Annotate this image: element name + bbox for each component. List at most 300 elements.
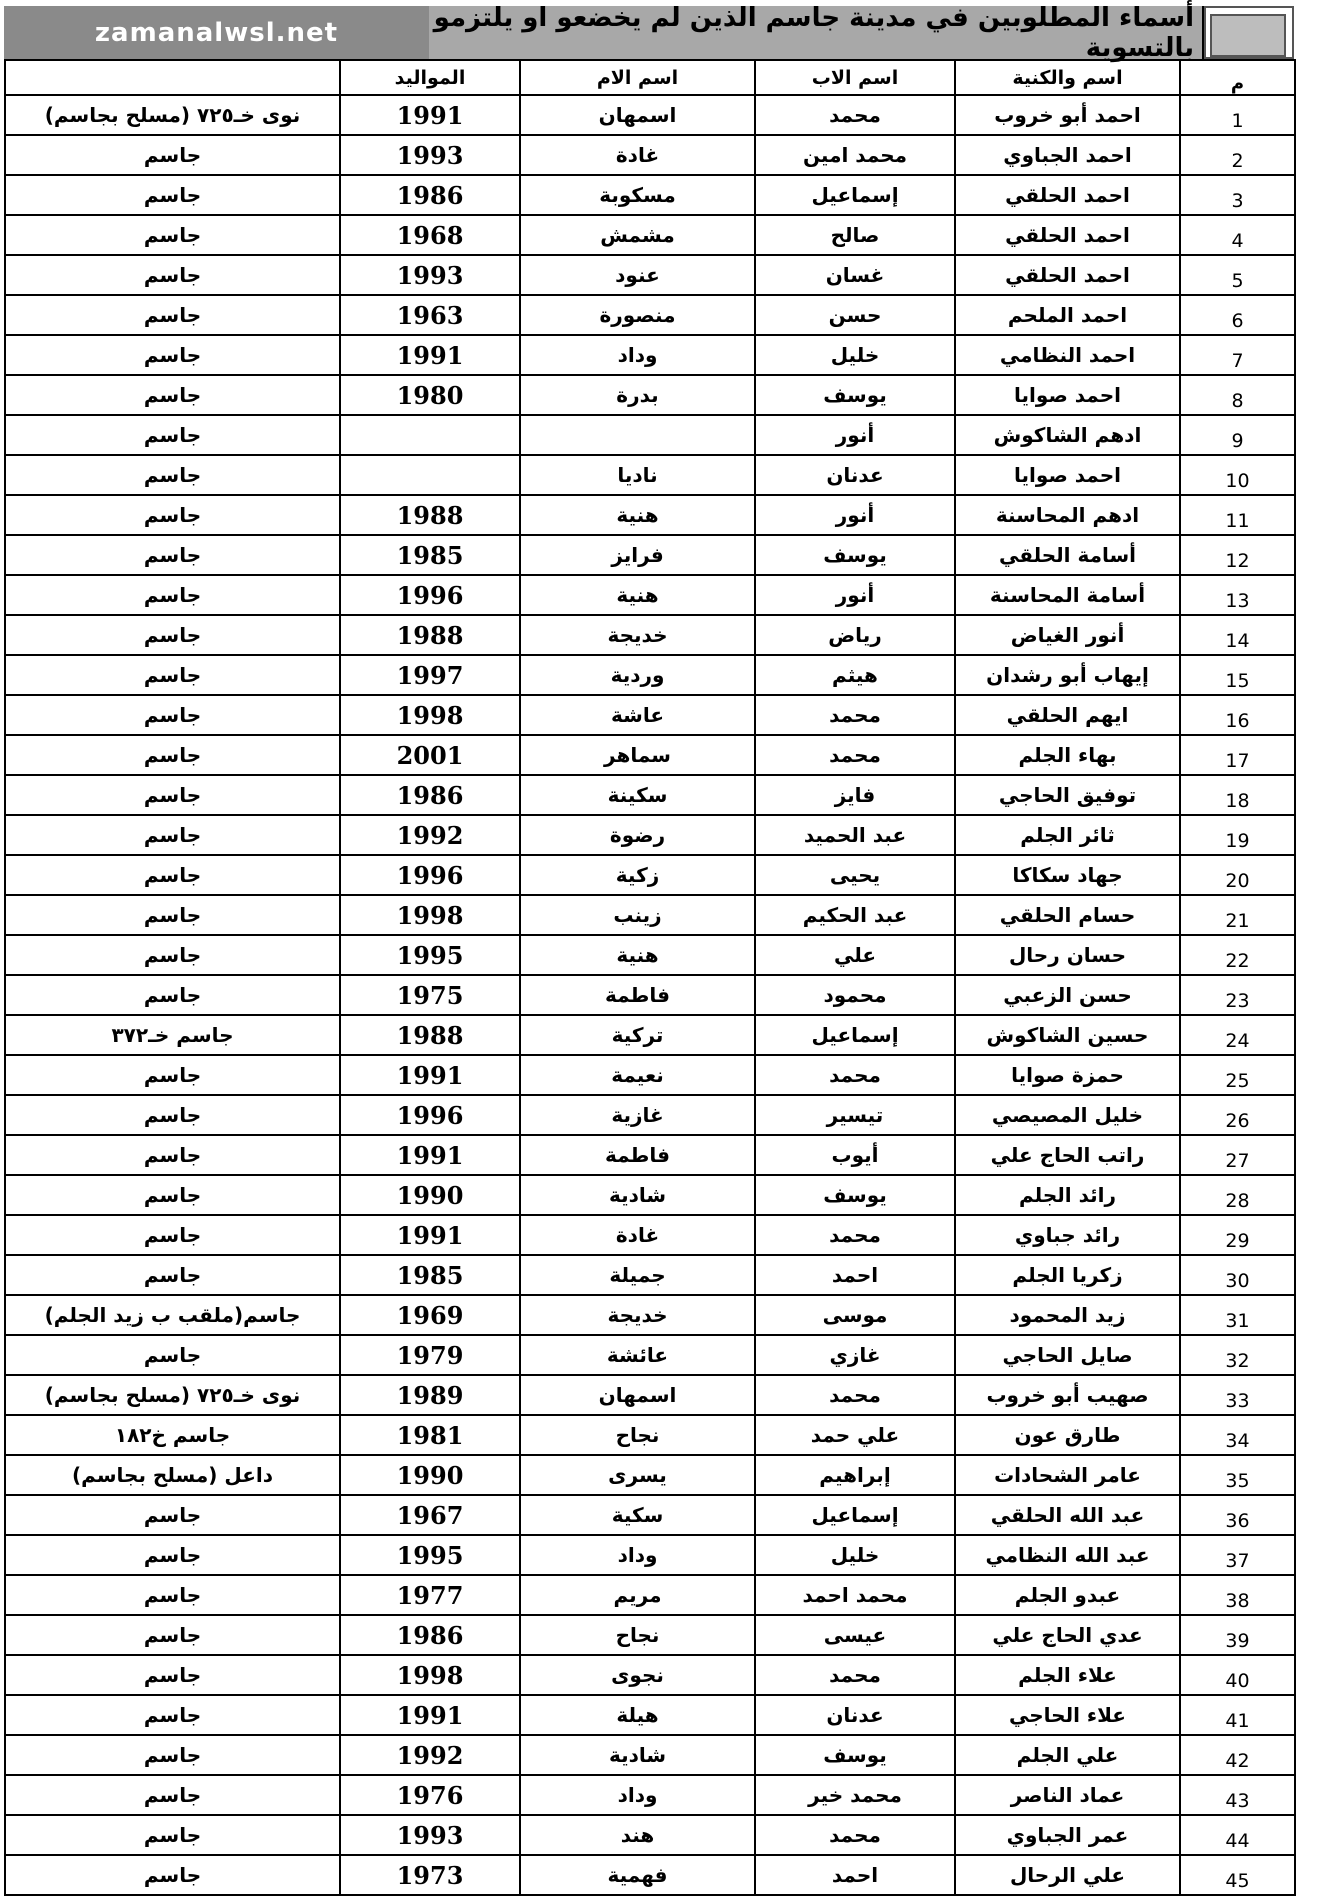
row-number: 33 [1180,1375,1295,1415]
row-mother-name: غادة [520,1215,755,1255]
row-full-name: علي الرحال [955,1855,1180,1895]
row-father-name: احمد [755,1255,955,1295]
row-birth-year: 1992 [340,815,520,855]
row-number: 24 [1180,1015,1295,1055]
row-father-name: محمد احمد [755,1575,955,1615]
row-mother-name: منصورة [520,295,755,335]
row-birth-year: 1997 [340,655,520,695]
row-full-name: عماد الناصر [955,1775,1180,1815]
row-full-name: صهيب أبو خروب [955,1375,1180,1415]
row-number: 15 [1180,655,1295,695]
row-mother-name: نعيمة [520,1055,755,1095]
table-row [5,1095,1295,1135]
table-row [5,1815,1295,1855]
row-father-name: خليل [755,1535,955,1575]
row-mother-name: فهمية [520,1855,755,1895]
row-mother-name [520,415,755,455]
header-num: م [1180,60,1295,95]
row-number: 32 [1180,1335,1295,1375]
row-birth-year: 1988 [340,495,520,535]
row-note: جاسم خـ٣٧٢ [5,1015,340,1055]
row-mother-name: هيلة [520,1695,755,1735]
row-full-name: إيهاب أبو رشدان [955,655,1180,695]
row-note: نوى خـ٧٢٥ (مسلح بجاسم) [5,1375,340,1415]
row-birth-year: 1967 [340,1495,520,1535]
row-father-name: محمد [755,735,955,775]
row-mother-name: نجاح [520,1615,755,1655]
row-full-name: ايهم الحلقي [955,695,1180,735]
row-father-name: محمد خير [755,1775,955,1815]
row-number: 43 [1180,1775,1295,1815]
row-father-name: احمد [755,1855,955,1895]
table-row [5,1135,1295,1175]
row-mother-name: مسكوبة [520,175,755,215]
row-birth-year: 1981 [340,1415,520,1455]
row-birth-year [340,455,520,495]
row-note: جاسم [5,815,340,855]
header-mother: اسم الام [520,60,755,95]
row-father-name: محمد [755,1655,955,1695]
row-mother-name: جميلة [520,1255,755,1295]
row-note: جاسم [5,1055,340,1095]
row-birth-year: 1989 [340,1375,520,1415]
row-full-name: أسامة الحلقي [955,535,1180,575]
table-body [5,95,1295,1895]
row-note: جاسم [5,535,340,575]
table-row [5,415,1295,455]
row-father-name: محمد امين [755,135,955,175]
row-mother-name: هنية [520,495,755,535]
row-note: جاسم [5,775,340,815]
row-note: جاسم [5,1255,340,1295]
row-birth-year: 1979 [340,1335,520,1375]
row-number: 23 [1180,975,1295,1015]
row-note: جاسم [5,1535,340,1575]
table-row [5,1415,1295,1455]
row-mother-name: سكينة [520,775,755,815]
row-note: جاسم [5,1135,340,1175]
row-note: جاسم [5,735,340,775]
row-father-name: محمد [755,95,955,135]
row-mother-name: عائشة [520,1335,755,1375]
row-mother-name: فرايز [520,535,755,575]
row-number: 26 [1180,1095,1295,1135]
row-mother-name: وداد [520,335,755,375]
row-number: 3 [1180,175,1295,215]
row-number: 27 [1180,1135,1295,1175]
row-birth-year: 1990 [340,1175,520,1215]
row-note: جاسم [5,1815,340,1855]
row-number: 21 [1180,895,1295,935]
row-note: جاسم [5,855,340,895]
row-number: 17 [1180,735,1295,775]
table-row [5,495,1295,535]
row-note: جاسم [5,375,340,415]
table-row [5,1575,1295,1615]
row-mother-name: اسمهان [520,95,755,135]
title-corner-box [1204,6,1294,59]
row-birth-year: 1990 [340,1455,520,1495]
row-birth-year: 1968 [340,215,520,255]
row-birth-year: 1993 [340,1815,520,1855]
row-birth-year: 1986 [340,175,520,215]
row-note: جاسم [5,975,340,1015]
table-row [5,735,1295,775]
row-birth-year: 1988 [340,615,520,655]
row-full-name: حسين الشاكوش [955,1015,1180,1055]
row-father-name: عيسى [755,1615,955,1655]
row-mother-name: غادة [520,135,755,175]
table-row [5,175,1295,215]
table-row [5,935,1295,975]
row-number: 42 [1180,1735,1295,1775]
row-father-name: إسماعيل [755,175,955,215]
table-row [5,1455,1295,1495]
row-mother-name: هنية [520,935,755,975]
row-mother-name: رضوة [520,815,755,855]
row-note: جاسم [5,215,340,255]
row-father-name: غسان [755,255,955,295]
table-row [5,1655,1295,1695]
row-number: 22 [1180,935,1295,975]
row-number: 5 [1180,255,1295,295]
row-full-name: زكريا الجلم [955,1255,1180,1295]
table-row [5,1775,1295,1815]
row-number: 28 [1180,1175,1295,1215]
row-full-name: حسن الزعبي [955,975,1180,1015]
row-birth-year: 1991 [340,1055,520,1095]
table-row [5,1295,1295,1335]
page-title: أسماء المطلوبين في مدينة جاسم الذين لم يخضعو او يلتزمو بالتسوية [429,6,1204,59]
row-note: جاسم [5,135,340,175]
row-full-name: بهاء الجلم [955,735,1180,775]
row-mother-name: عنود [520,255,755,295]
row-mother-name: وداد [520,1535,755,1575]
row-note: جاسم [5,1775,340,1815]
table-row [5,1375,1295,1415]
header-father: اسم الاب [755,60,955,95]
row-full-name: طارق عون [955,1415,1180,1455]
row-number: 31 [1180,1295,1295,1335]
row-number: 40 [1180,1655,1295,1695]
row-note: جاسم [5,935,340,975]
row-father-name: فايز [755,775,955,815]
row-father-name: تيسير [755,1095,955,1135]
row-full-name: جهاد سكاكا [955,855,1180,895]
row-birth-year: 1992 [340,1735,520,1775]
row-full-name: احمد الجباوي [955,135,1180,175]
row-number: 36 [1180,1495,1295,1535]
row-number: 20 [1180,855,1295,895]
row-birth-year: 1995 [340,935,520,975]
row-note: جاسم [5,1695,340,1735]
row-birth-year: 1986 [340,775,520,815]
row-full-name: احمد الحلقي [955,175,1180,215]
row-mother-name: يسرى [520,1455,755,1495]
row-full-name: عبد الله النظامي [955,1535,1180,1575]
title-bar [4,2,1294,63]
row-full-name: أنور الغياض [955,615,1180,655]
row-father-name: عبد الحميد [755,815,955,855]
table-row [5,1055,1295,1095]
row-full-name: أسامة المحاسنة [955,575,1180,615]
row-full-name: احمد النظامي [955,335,1180,375]
row-father-name: محمد [755,1215,955,1255]
table-row [5,1855,1295,1895]
row-birth-year: 1991 [340,95,520,135]
row-birth-year: 1969 [340,1295,520,1335]
row-note: جاسم [5,455,340,495]
row-mother-name: اسمهان [520,1375,755,1415]
row-mother-name: سماهر [520,735,755,775]
table-row [5,295,1295,335]
row-note: جاسم [5,1855,340,1895]
wanted-list-table [4,59,1296,1896]
row-birth-year: 1998 [340,695,520,735]
table-row [5,695,1295,735]
row-father-name: محمد [755,1815,955,1855]
row-number: 19 [1180,815,1295,855]
row-birth-year: 1985 [340,1255,520,1295]
row-mother-name: هند [520,1815,755,1855]
row-father-name: صالح [755,215,955,255]
table-row [5,655,1295,695]
row-father-name: إبراهيم [755,1455,955,1495]
row-full-name: زيد المحمود [955,1295,1180,1335]
row-father-name: أيوب [755,1135,955,1175]
row-birth-year: 1963 [340,295,520,335]
row-father-name: محمد [755,1055,955,1095]
header-birth: المواليد [340,60,520,95]
row-father-name: إسماعيل [755,1495,955,1535]
table-row [5,335,1295,375]
row-full-name: احمد صوايا [955,375,1180,415]
row-number: 38 [1180,1575,1295,1615]
row-father-name: موسى [755,1295,955,1335]
row-father-name: يوسف [755,1735,955,1775]
row-number: 2 [1180,135,1295,175]
row-note: جاسم [5,695,340,735]
table-row [5,255,1295,295]
row-number: 9 [1180,415,1295,455]
row-number: 30 [1180,1255,1295,1295]
row-mother-name: غازية [520,1095,755,1135]
row-note: جاسم [5,615,340,655]
row-full-name: احمد الحلقي [955,215,1180,255]
row-note: جاسم [5,1335,340,1375]
table-row [5,975,1295,1015]
row-full-name: حمزة صوايا [955,1055,1180,1095]
row-birth-year: 1998 [340,1655,520,1695]
row-birth-year: 1991 [340,335,520,375]
row-birth-year [340,415,520,455]
row-full-name: عمر الجباوي [955,1815,1180,1855]
row-number: 4 [1180,215,1295,255]
row-full-name: راتب الحاج علي [955,1135,1180,1175]
row-number: 8 [1180,375,1295,415]
row-note: جاسم [5,575,340,615]
row-number: 7 [1180,335,1295,375]
row-number: 13 [1180,575,1295,615]
header-name: اسم والكنية [955,60,1180,95]
row-number: 12 [1180,535,1295,575]
row-father-name: هيثم [755,655,955,695]
row-note: جاسم [5,1615,340,1655]
row-mother-name: خديجة [520,1295,755,1335]
row-father-name: خليل [755,335,955,375]
row-note: جاسم [5,495,340,535]
row-note: جاسم [5,1495,340,1535]
table-row [5,1695,1295,1735]
row-birth-year: 1991 [340,1215,520,1255]
row-birth-year: 1996 [340,575,520,615]
row-full-name: عدي الحاج علي [955,1615,1180,1655]
row-note: جاسم(ملقب ب زيد الجلم) [5,1295,340,1335]
row-full-name: توفيق الحاجي [955,775,1180,815]
header-note [5,60,340,95]
table-row [5,1335,1295,1375]
row-birth-year: 1998 [340,895,520,935]
row-father-name: رياض [755,615,955,655]
table-row [5,1735,1295,1775]
table-row [5,855,1295,895]
row-number: 1 [1180,95,1295,135]
row-mother-name: خديجة [520,615,755,655]
row-birth-year: 1986 [340,1615,520,1655]
table-row [5,375,1295,415]
row-mother-name: بدرة [520,375,755,415]
table-row [5,1495,1295,1535]
row-mother-name: عاشة [520,695,755,735]
row-note: جاسم [5,1175,340,1215]
row-full-name: علاء الحاجي [955,1695,1180,1735]
row-number: 41 [1180,1695,1295,1735]
table-row [5,1175,1295,1215]
row-mother-name: تركية [520,1015,755,1055]
row-note: جاسم [5,1655,340,1695]
row-father-name: أنور [755,495,955,535]
row-number: 35 [1180,1455,1295,1495]
row-father-name: يوسف [755,1175,955,1215]
table-row [5,815,1295,855]
row-full-name: رائد جباوي [955,1215,1180,1255]
row-number: 39 [1180,1615,1295,1655]
row-full-name: رائد الجلم [955,1175,1180,1215]
table-row [5,135,1295,175]
row-number: 29 [1180,1215,1295,1255]
table-row [5,95,1295,135]
row-note: جاسم [5,655,340,695]
row-father-name: إسماعيل [755,1015,955,1055]
row-mother-name: وردية [520,655,755,695]
row-father-name: حسن [755,295,955,335]
row-note: جاسم [5,1095,340,1135]
row-full-name: علاء الجلم [955,1655,1180,1695]
row-full-name: احمد الحلقي [955,255,1180,295]
site-watermark: zamanalwsl.net [4,6,429,59]
row-note: جاسم [5,1735,340,1775]
row-full-name: عبد الله الحلقي [955,1495,1180,1535]
row-note: جاسم [5,895,340,935]
row-father-name: غازي [755,1335,955,1375]
row-birth-year: 1995 [340,1535,520,1575]
row-full-name: خليل المصيصي [955,1095,1180,1135]
row-full-name: ادهم المحاسنة [955,495,1180,535]
row-number: 18 [1180,775,1295,815]
row-birth-year: 1991 [340,1695,520,1735]
table-row [5,1615,1295,1655]
document-page [4,2,1294,1896]
row-full-name: صايل الحاجي [955,1335,1180,1375]
row-full-name: حسام الحلقي [955,895,1180,935]
row-father-name: عبد الحكيم [755,895,955,935]
row-mother-name: شادية [520,1735,755,1775]
row-mother-name: فاطمة [520,1135,755,1175]
row-note: جاسم [5,175,340,215]
row-father-name: يوسف [755,535,955,575]
row-father-name: أنور [755,415,955,455]
row-mother-name: شادية [520,1175,755,1215]
row-father-name: أنور [755,575,955,615]
row-mother-name: مريم [520,1575,755,1615]
row-number: 34 [1180,1415,1295,1455]
row-birth-year: 1996 [340,855,520,895]
row-note: داعل (مسلح بجاسم) [5,1455,340,1495]
row-father-name: عدنان [755,455,955,495]
row-full-name: احمد أبو خروب [955,95,1180,135]
row-note: جاسم [5,415,340,455]
row-mother-name: ناديا [520,455,755,495]
row-full-name: عبدو الجلم [955,1575,1180,1615]
row-mother-name: هنية [520,575,755,615]
table-header-row [5,60,1295,95]
row-mother-name: وداد [520,1775,755,1815]
row-father-name: علي [755,935,955,975]
row-full-name: علي الجلم [955,1735,1180,1775]
row-birth-year: 1993 [340,255,520,295]
row-mother-name: نجوى [520,1655,755,1695]
row-note: جاسم [5,295,340,335]
table-row [5,215,1295,255]
row-mother-name: فاطمة [520,975,755,1015]
row-note: جاسم [5,335,340,375]
row-birth-year: 1976 [340,1775,520,1815]
row-number: 44 [1180,1815,1295,1855]
table-row [5,775,1295,815]
row-birth-year: 1991 [340,1135,520,1175]
row-note: جاسم [5,1575,340,1615]
row-father-name: محمد [755,1375,955,1415]
row-birth-year: 1975 [340,975,520,1015]
row-father-name: يحيى [755,855,955,895]
row-birth-year: 1980 [340,375,520,415]
row-note: نوى خـ٧٢٥ (مسلح بجاسم) [5,95,340,135]
row-full-name: احمد صوايا [955,455,1180,495]
row-birth-year: 1996 [340,1095,520,1135]
row-mother-name: مشمش [520,215,755,255]
table-row [5,535,1295,575]
row-birth-year: 1977 [340,1575,520,1615]
row-birth-year: 1973 [340,1855,520,1895]
row-full-name: ادهم الشاكوش [955,415,1180,455]
row-mother-name: زينب [520,895,755,935]
row-number: 11 [1180,495,1295,535]
table-row [5,455,1295,495]
row-father-name: محمود [755,975,955,1015]
row-number: 14 [1180,615,1295,655]
row-father-name: علي حمد [755,1415,955,1455]
row-number: 45 [1180,1855,1295,1895]
